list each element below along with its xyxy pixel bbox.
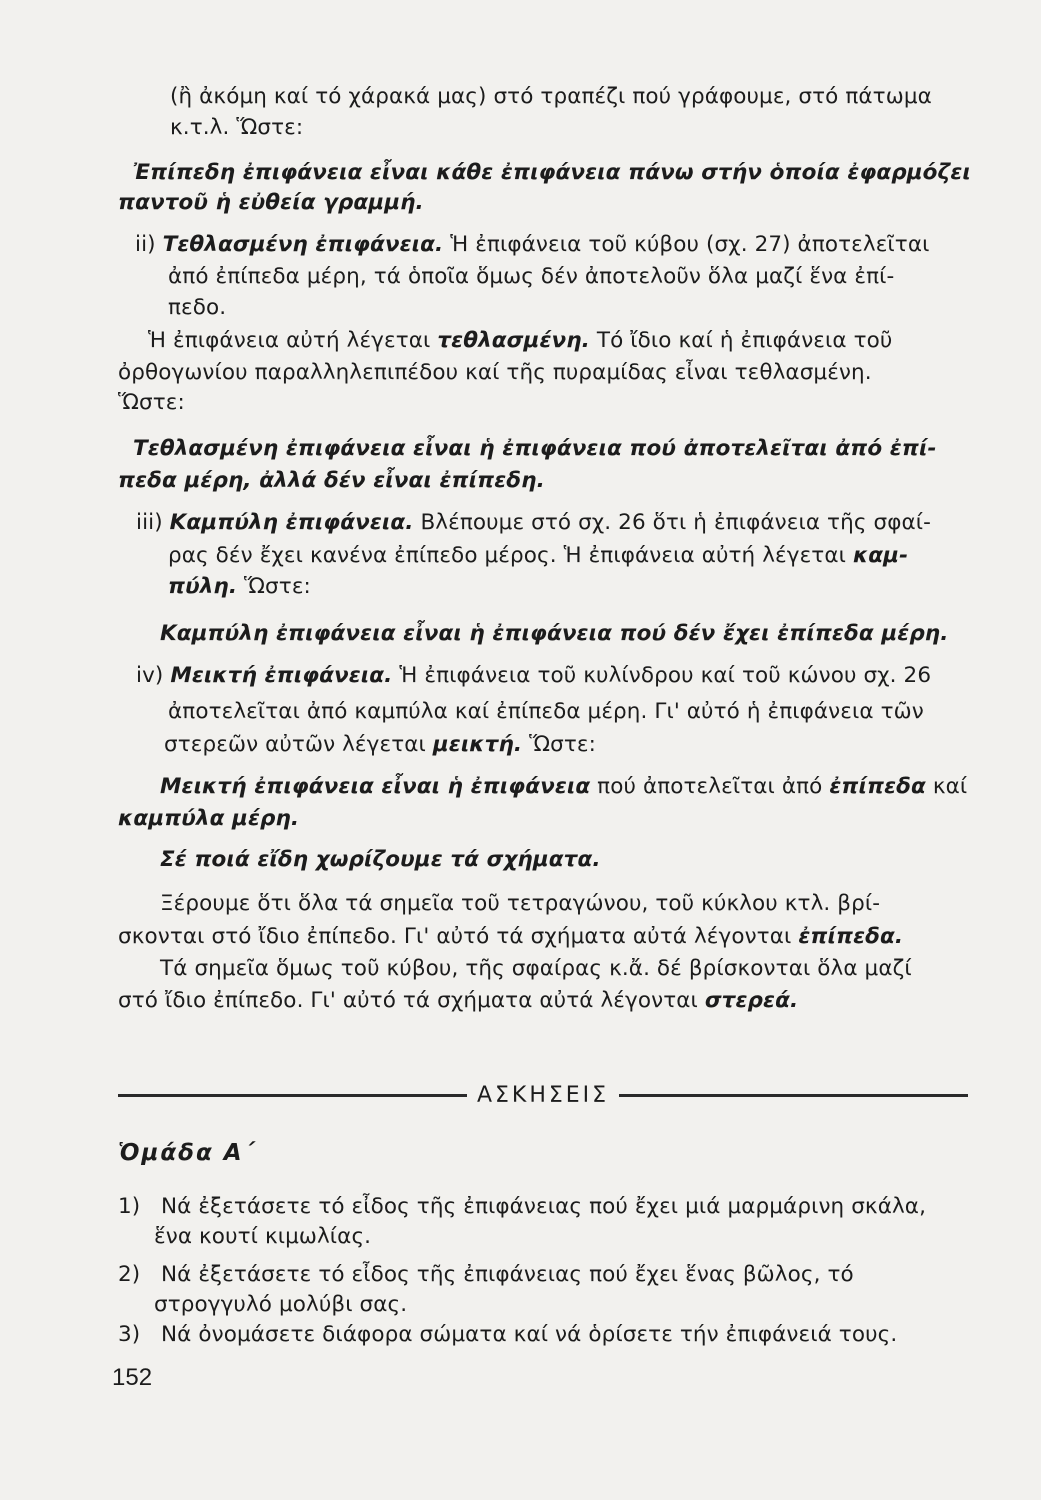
term-kampyli-part-2: πύλη. xyxy=(168,574,238,599)
definition-mixed-mid: πού ἀποτελεῖται ἀπό xyxy=(597,774,823,799)
types-line-2 xyxy=(118,922,903,952)
section-iii-line-2 xyxy=(168,541,908,571)
exercise-text: Νά ἐξετάσετε τό εἶδος τῆς ἐπιφάνειας πού ἔχει ἕνας βῶλος, τό xyxy=(160,1262,854,1287)
section-ii-line-4 xyxy=(148,326,892,356)
section-iii-text: Βλέπουμε στό σχ. 26 ὅτι ἡ ἐπιφάνεια τῆς σφαί- xyxy=(420,510,931,535)
types-line-4-start: στό ἴδιο ἐπίπεδο. Γι' αὐτό τά σχήματα αὐτά λέγονται xyxy=(118,988,698,1013)
definition-mixed-surface-line-2: καμπύλα μέρη. xyxy=(118,806,300,831)
section-ii-title: Τεθλασμένη ἐπιφάνεια. xyxy=(162,232,444,257)
exercise-text: Νά ἐξετάσετε τό εἶδος τῆς ἐπιφάνειας πού ἔχει μιά μαρμάρινη σκάλα, xyxy=(160,1194,927,1219)
exercise-item-2-line-2: στρογγυλό μολύβι σας. xyxy=(154,1292,408,1317)
section-iv-label: iv) xyxy=(136,663,164,688)
section-ii-line-1 xyxy=(135,230,930,260)
definition-faceted-surface-line-2: πεδα μέρη, ἀλλά δέν εἶναι ἐπίπεδη. xyxy=(118,468,545,493)
section-iii-line-2-start: ρας δέν ἔχει κανένα ἐπίπεδο μέρος. Ἡ ἐπιφάνεια αὐτή λέγεται xyxy=(168,543,846,568)
section-iv-line-1 xyxy=(136,661,931,691)
definition-mixed-bold: Μεικτή ἐπιφάνεια εἶναι ἡ ἐπιφάνεια xyxy=(160,774,591,799)
section-iii-line-3-end: Ὥστε: xyxy=(244,574,311,599)
definition-mixed-surface-line-1 xyxy=(160,772,967,802)
exercise-number: 2) xyxy=(118,1262,141,1287)
section-ii-line-4-end: Τό ἴδιο καί ἡ ἐπιφάνεια τοῦ xyxy=(596,328,893,353)
section-iv-line-3-end: Ὥστε: xyxy=(529,732,596,757)
definition-faceted-surface-line-1: Τεθλασμένη ἐπιφάνεια εἶναι ἡ ἐπιφάνεια πού ἀποτελεῖται ἀπό ἐπί- xyxy=(133,436,937,461)
types-heading: Σέ ποιά εἴδη χωρίζουμε τά σχήματα. xyxy=(160,847,601,872)
section-iv-line-3-start: στερεῶν αὐτῶν λέγεται xyxy=(164,732,426,757)
exercise-number: 1) xyxy=(118,1194,141,1219)
definition-mixed-end: καί xyxy=(932,774,968,799)
types-line-3: Τά σημεῖα ὅμως τοῦ κύβου, τῆς σφαίρας κ.ἄ. δέ βρίσκονται ὅλα μαζί xyxy=(160,956,912,981)
heading-rule-right xyxy=(619,1094,968,1097)
term-solids: στερεά. xyxy=(704,988,799,1013)
term-plane-shapes: ἐπίπεδα. xyxy=(798,924,904,949)
exercise-number: 3) xyxy=(118,1322,141,1347)
exercise-item-2-line-1 xyxy=(118,1260,854,1290)
section-ii-line-6: Ὥστε: xyxy=(118,390,185,415)
section-iv-line-2: ἀποτελεῖται ἀπό καμπύλα καί ἐπίπεδα μέρη. Γι' αὐτό ἡ ἐπιφάνεια τῶν xyxy=(168,699,924,724)
section-iv-title: Μεικτή ἐπιφάνεια. xyxy=(170,663,393,688)
intro-line-2: κ.τ.λ. Ὥστε: xyxy=(170,115,304,140)
heading-rule-left xyxy=(118,1094,467,1097)
exercise-group-title: Ὁμάδα Α΄ xyxy=(118,1140,256,1166)
section-ii-line-3: πεδο. xyxy=(168,295,227,320)
exercise-item-1-line-2: ἕνα κουτί κιμωλίας. xyxy=(154,1224,372,1249)
section-ii-line-2: ἀπό ἐπίπεδα μέρη, τά ὁποῖα ὅμως δέν ἀποτελοῦν ὅλα μαζί ἕνα ἐπί- xyxy=(168,264,895,289)
section-iii-label: iii) xyxy=(136,510,163,535)
term-kampyli-part-1: καμ- xyxy=(852,543,909,568)
types-line-4 xyxy=(118,986,798,1016)
section-ii-line-5: ὀρθογωνίου παραλληλεπιπέδου καί τῆς πυραμίδας εἶναι τεθλασμένη. xyxy=(118,360,872,385)
section-ii-text: Ἡ ἐπιφάνεια τοῦ κύβου (σχ. 27) ἀποτελεῖται xyxy=(450,232,930,257)
term-meikti: μεικτή. xyxy=(432,732,523,757)
section-ii-label: ii) xyxy=(135,232,156,257)
exercise-text: Νά ὀνομάσετε διάφορα σώματα καί νά ὁρίσετε τήν ἐπιφάνειά τους. xyxy=(160,1322,898,1347)
intro-line-1: (ἢ ἀκόμη καί τό χάρακά μας) στό τραπέζι πού γράφουμε, στό πάτωμα xyxy=(170,84,932,109)
exercise-item-1-line-1 xyxy=(118,1192,926,1222)
page-number: 152 xyxy=(112,1364,153,1391)
exercise-item-3-line-1 xyxy=(118,1320,897,1350)
term-epipeda: ἐπίπεδα xyxy=(829,774,926,799)
definition-flat-surface-line-2: παντοῦ ἡ εὐθεία γραμμή. xyxy=(118,190,424,215)
section-iv-line-3 xyxy=(164,730,596,760)
types-line-1: Ξέρουμε ὅτι ὅλα τά σημεῖα τοῦ τετραγώνου, τοῦ κύκλου κτλ. βρί- xyxy=(160,891,881,916)
types-line-2-start: σκονται στό ἴδιο ἐπίπεδο. Γι' αὐτό τά σχήματα αὐτά λέγονται xyxy=(118,924,792,949)
section-iii-line-3 xyxy=(168,572,311,602)
exercises-heading-row xyxy=(118,1080,968,1110)
definition-curved-surface: Καμπύλη ἐπιφάνεια εἶναι ἡ ἐπιφάνεια πού δέν ἔχει ἐπίπεδα μέρη. xyxy=(160,621,949,646)
definition-flat-surface-line-1: Ἐπίπεδη ἐπιφάνεια εἶναι κάθε ἐπιφάνεια πάνω στήν ὁποία ἐφαρμόζει xyxy=(133,160,971,185)
section-iv-text: Ἡ ἐπιφάνεια τοῦ κυλίνδρου καί τοῦ κώνου σχ. 26 xyxy=(399,663,932,688)
section-iii-title: Καμπύλη ἐπιφάνεια. xyxy=(169,510,414,535)
section-iii-line-1 xyxy=(136,508,931,538)
term-tethlasmeni: τεθλασμένη. xyxy=(437,328,590,353)
exercises-heading: ΑΣΚΗΣΕΙΣ xyxy=(476,1082,610,1108)
section-ii-line-4-start: Ἡ ἐπιφάνεια αὐτή λέγεται xyxy=(148,328,431,353)
